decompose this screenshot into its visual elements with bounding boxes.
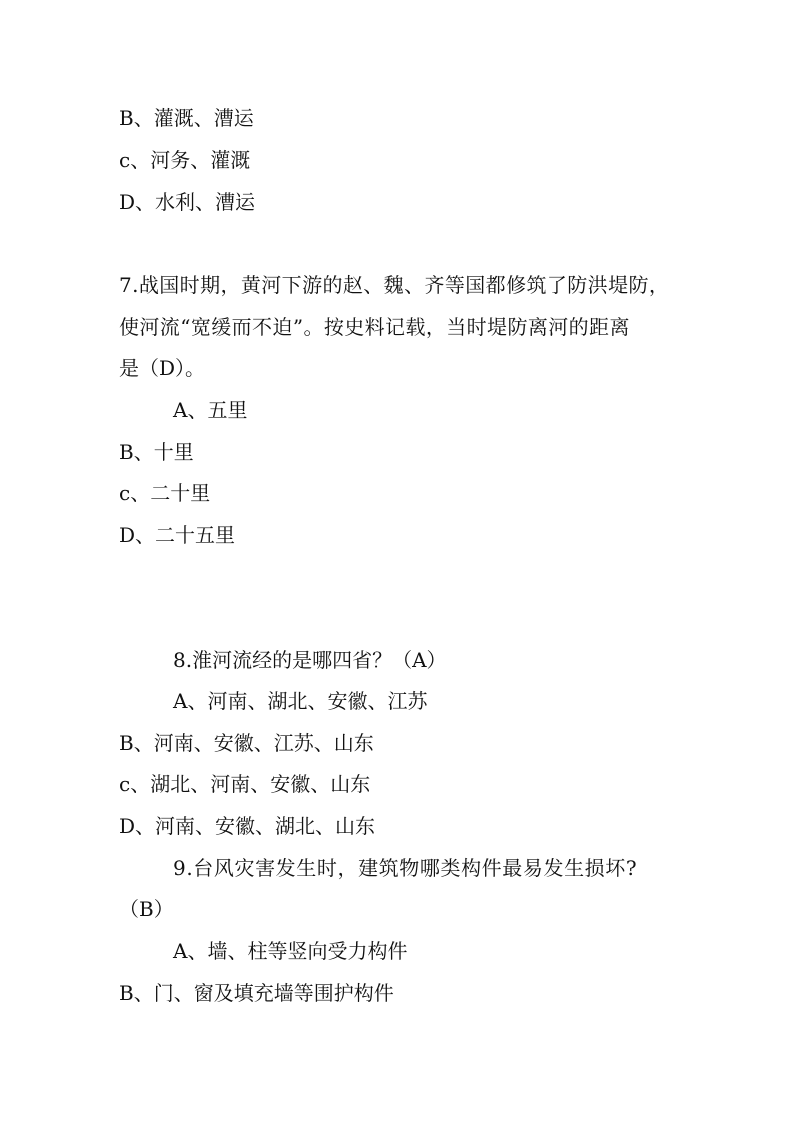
q7-option-c: c、二十里 [119,481,211,505]
q9-option-a: A、墙、柱等竖向受力构件 [173,939,408,963]
q7-stem-line3: 是（D）。 [119,356,206,380]
q6-option-b: B、灌溉、漕运 [119,106,254,130]
q6-option-d: D、水利、漕运 [119,190,256,214]
q7-option-b: B、十里 [119,440,194,464]
q8-stem: 8.淮河流经的是哪四省？（A） [173,648,447,672]
q6-option-c: c、河务、灌溉 [119,148,251,172]
q8-option-a: A、河南、湖北、安徽、江苏 [173,689,428,713]
q9-stem-line1: 9.台风灾害发生时，建筑物哪类构件最易发生损坏? [173,856,638,880]
q7-option-a: A、五里 [173,398,248,422]
q9-stem-line2: （B） [119,897,174,921]
q7-option-d: D、二十五里 [119,523,236,547]
q7-stem-line1: 7.战国时期，黄河下游的赵、魏、齐等国都修筑了防洪堤防， [119,273,670,297]
q8-option-c: c、湖北、河南、安徽、山东 [119,772,371,796]
q8-option-b: B、河南、安徽、江苏、山东 [119,731,374,755]
q9-option-b: B、门、窗及填充墙等围护构件 [119,981,394,1005]
q7-stem-line2: 使河流“宽缓而不迫”。按史料记载，当时堤防离河的距离 [119,315,630,339]
q8-option-d: D、河南、安徽、湖北、山东 [119,814,376,838]
